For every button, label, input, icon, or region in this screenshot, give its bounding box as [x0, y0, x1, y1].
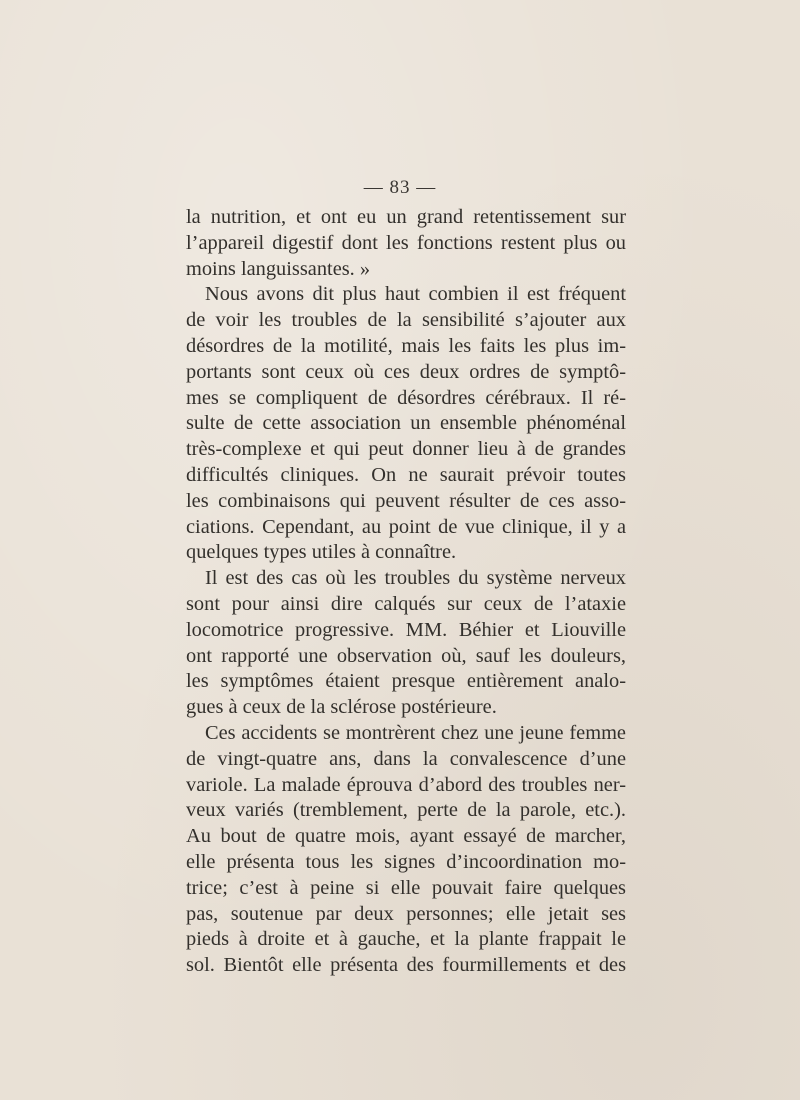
text-line: veux variés (tremblement, perte de la parole, etc.).	[186, 799, 626, 822]
text-line: quelques types utiles à connaître.	[186, 541, 457, 564]
text-line: de voir les troubles de la sensibilité s’ajouter aux	[186, 309, 626, 332]
text-line: très-complexe et qui peut donner lieu à de grandes	[186, 438, 626, 461]
text-line: les symptômes étaient presque entièrement analo-	[186, 670, 626, 693]
page-number: — 83 —	[363, 177, 437, 198]
text-line: gues à ceux de la sclérose postérieure.	[186, 696, 497, 719]
text-line: l’appareil digestif dont les fonctions restent plus ou	[186, 231, 626, 254]
text-line: les combinaisons qui peuvent résulter de ces asso-	[186, 489, 626, 512]
text-line: ont rapporté une observation où, sauf les douleurs,	[186, 644, 626, 667]
text-line: sol. Bientôt elle présenta des fourmillements et des	[186, 954, 626, 977]
text-line: la nutrition, et ont eu un grand retentissement sur	[186, 206, 626, 228]
body-text	[186, 205, 626, 979]
text-line: de vingt-quatre ans, dans la convalescence d’une	[186, 747, 626, 770]
text-line: variole. La malade éprouva d’abord des troubles ner-	[186, 773, 626, 796]
text-line: pieds à droite et à gauche, et la plante frappait le	[186, 928, 626, 951]
text-line: Ces accidents se montrèrent chez une jeune femme	[205, 721, 626, 744]
text-line: difficultés cliniques. On ne saurait prévoir toutes	[186, 463, 626, 486]
text-line: portants sont ceux où ces deux ordres de symptô-	[186, 360, 626, 383]
text-line: ciations. Cependant, au point de vue clinique, il y a	[186, 515, 626, 538]
text-line: Au bout de quatre mois, ayant essayé de marcher,	[186, 825, 626, 848]
text-line: sont pour ainsi dire calqués sur ceux de l’ataxie	[186, 592, 626, 615]
text-line: Nous avons dit plus haut combien il est fréquent	[205, 283, 626, 306]
text-line: trice; c’est à peine si elle pouvait faire quelques	[186, 876, 626, 899]
text-line: mes se compliquent de désordres cérébraux. Il ré-	[186, 386, 626, 409]
text-line: locomotrice progressive. MM. Béhier et Liouville	[186, 618, 626, 641]
text-line: Il est des cas où les troubles du système nerveux	[205, 567, 626, 590]
text-line: elle présenta tous les signes d’incoordination mo-	[186, 850, 626, 873]
text-line: pas, soutenue par deux personnes; elle jetait ses	[186, 902, 626, 925]
text-line: désordres de la motilité, mais les faits les plus im-	[186, 334, 626, 357]
text-line: moins languissantes. »	[186, 257, 371, 280]
text-line: sulte de cette association un ensemble phénoménal	[186, 412, 626, 435]
